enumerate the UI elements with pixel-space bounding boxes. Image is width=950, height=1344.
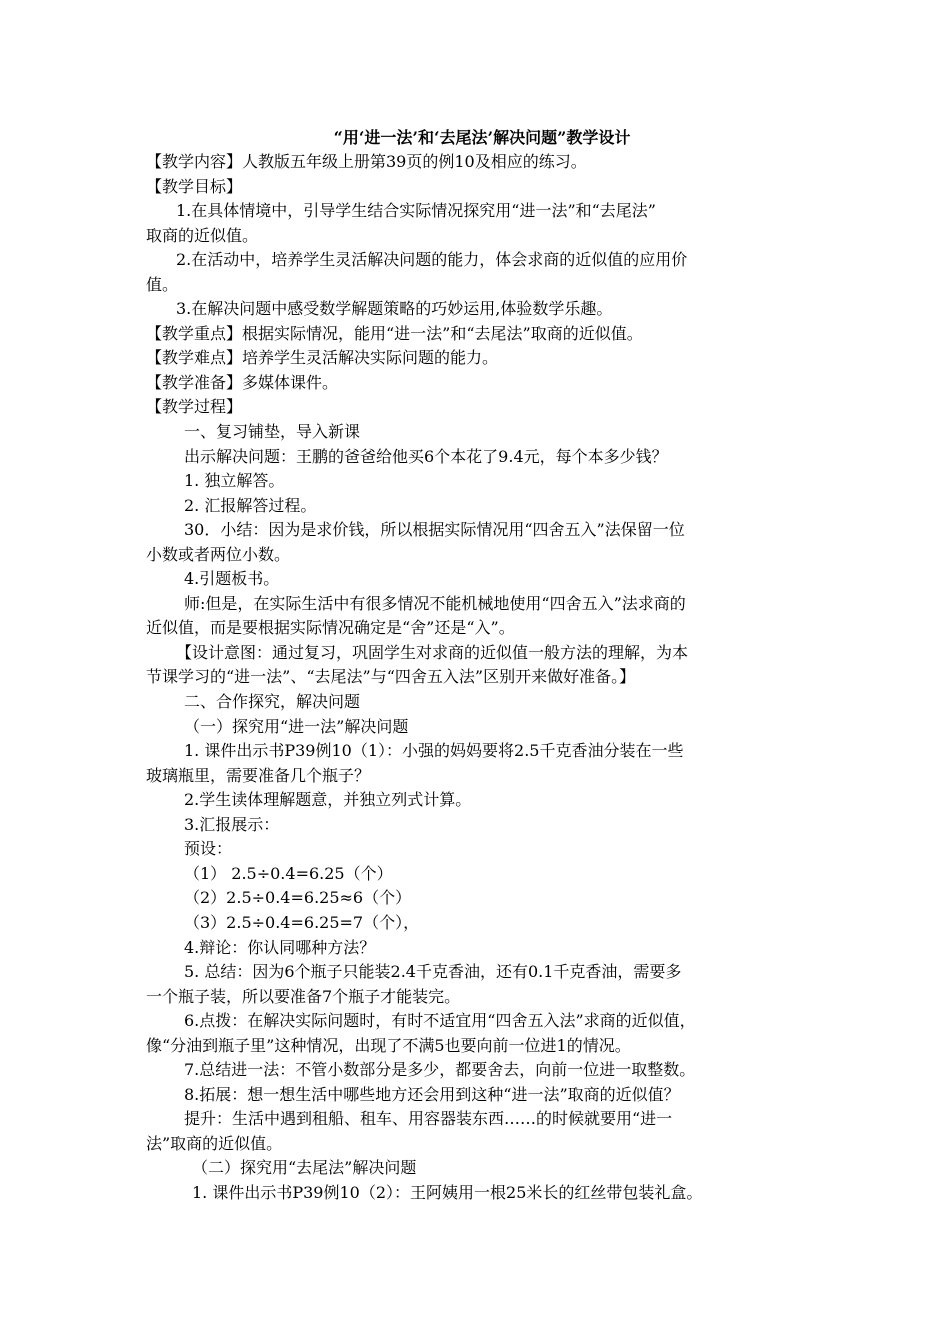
text-line: 【设计意图：通过复习，巩固学生对求商的近似值一般方法的理解，为本 xyxy=(176,642,689,662)
text-line: 【教学内容】人教版五年级上册第39页的例10及相应的练习。 xyxy=(146,152,587,171)
text-line: 1.在具体情境中，引导学生结合实际情况探究用“进一法”和“去尾法” xyxy=(176,201,656,221)
text-line: 1. 独立解答。 xyxy=(184,471,285,491)
text-line: 4.引题板书。 xyxy=(184,569,280,589)
text-line: 取商的近似值。 xyxy=(146,225,259,245)
text-line: 法”取商的近似值。 xyxy=(146,1133,283,1153)
text-line: 1. 课件出示书P39例10（2）：王阿姨用一根25米长的红丝带包装礼盒。 xyxy=(192,1182,703,1202)
text-line: （2）2.5÷0.4=6.25≈6（个） xyxy=(184,888,412,908)
text-line: 2. 汇报解答过程。 xyxy=(184,495,317,515)
text-line: 一、复习铺垫，导入新课 xyxy=(184,422,361,442)
text-line: 师:但是，在实际生活中有很多情况不能机械地使用“四舍五入”法求商的 xyxy=(184,593,686,613)
text-line: 8.拓展：想一想生活中哪些地方还会用到这种“进一法”取商的近似值？ xyxy=(184,1084,680,1104)
text-line: 【教学难点】培养学生灵活解决实际问题的能力。 xyxy=(146,348,499,368)
text-line: 6.点拨：在解决实际问题时，有时不适宜用“四舍五入法”求商的近似值， xyxy=(184,1011,696,1031)
text-line: 2.学生读体理解题意，并独立列式计算。 xyxy=(184,790,472,810)
text-line: 像“分油到瓶子里”这种情况，出现了不满5也要向前一位进1的情况。 xyxy=(146,1035,631,1055)
text-line: 30．小结：因为是求价钱，所以根据实际情况用“四舍五入”法保留一位 xyxy=(184,520,685,540)
document-page xyxy=(146,125,818,1206)
text-line: 4.辩论：你认同哪种方法？ xyxy=(184,937,376,957)
text-line: 【教学重点】根据实际情况，能用“进一法”和“去尾法”取商的近似值。 xyxy=(146,323,643,343)
text-line: 出示解决问题：王鹏的爸爸给他买6个本花了9.4元，每个本多少钱？ xyxy=(184,446,668,466)
text-line: 小数或者两位小数。 xyxy=(146,544,291,564)
document-title: “用‘进一法’和‘去尾法’解决问题”教学设计 xyxy=(333,128,631,147)
text-line: 【教学目标】 xyxy=(146,176,243,196)
text-line: 3.汇报展示： xyxy=(184,814,280,834)
text-line: （1） 2.5÷0.4=6.25（个） xyxy=(184,863,393,883)
text-line: 节课学习的“进一法”、“去尾法”与“四舍五入法”区别开来做好准备。】 xyxy=(146,667,636,687)
text-line: （一）探究用“进一法”解决问题 xyxy=(184,716,409,736)
text-line: 5. 总结：因为6个瓶子只能装2.4千克香油，还有0.1千克香油，需要多 xyxy=(184,962,682,982)
text-line: （3）2.5÷0.4=6.25=7（个）， xyxy=(184,912,420,932)
text-line: 预设： xyxy=(184,839,233,859)
text-line: 1. 课件出示书P39例10（1）：小强的妈妈要将2.5千克香油分装在一些 xyxy=(184,741,684,761)
text-line: 近似值，而是要根据实际情况确定是“舍”还是“入”。 xyxy=(146,618,515,638)
text-line: 玻璃瓶里，需要准备几个瓶子？ xyxy=(146,765,371,785)
text-line: 2.在活动中，培养学生灵活解决问题的能力，体会求商的近似值的应用价 xyxy=(176,250,688,270)
text-line: 7.总结进一法：不管小数部分是多少，都要舍去，向前一位进一取整数。 xyxy=(184,1060,696,1080)
text-line: （二）探究用“去尾法”解决问题 xyxy=(192,1158,417,1178)
text-line: 一个瓶子装，所以要准备7个瓶子才能装完。 xyxy=(146,986,461,1006)
document-body xyxy=(146,150,818,1206)
text-line: 3.在解决问题中感受数学解题策略的巧妙运用,体验数学乐趣。 xyxy=(176,299,613,319)
text-line: 【教学过程】 xyxy=(146,397,243,417)
text-line: 值。 xyxy=(146,274,179,294)
text-line: 二、合作探究，解决问题 xyxy=(184,692,361,712)
text-line: 提升：生活中遇到租船、租车、用容器装东西……的时候就要用“进一 xyxy=(184,1109,673,1129)
text-line: 【教学准备】多媒体课件。 xyxy=(146,372,339,392)
